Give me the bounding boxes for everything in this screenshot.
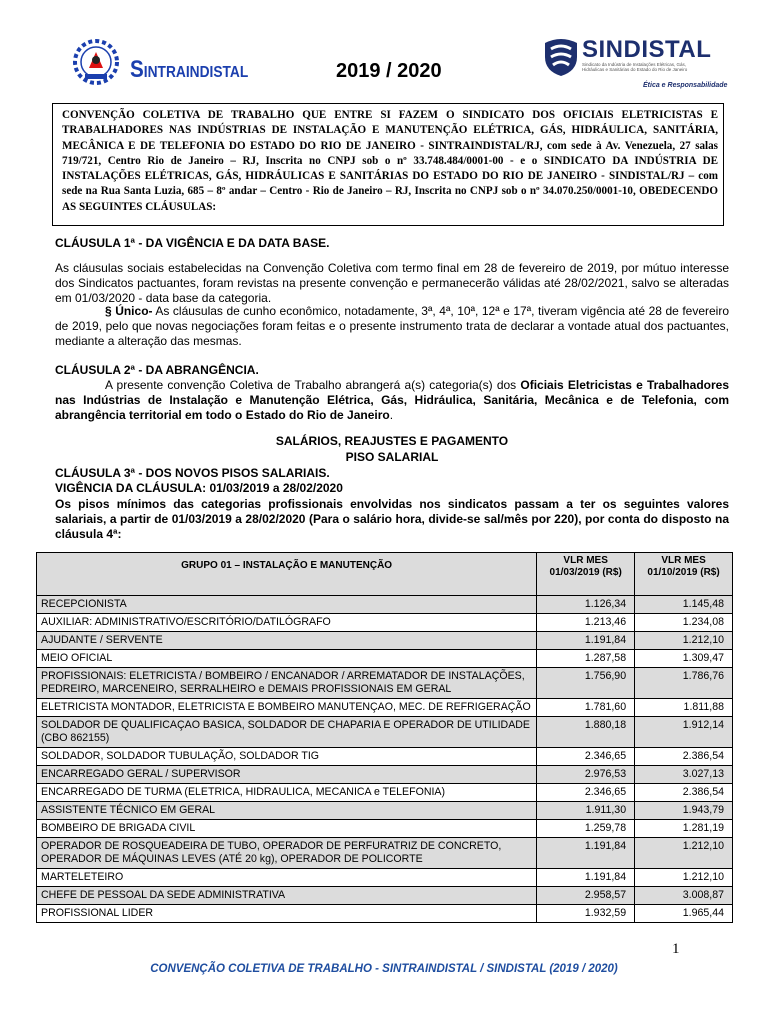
table-cell-vlr-outubro: 3.027,13 xyxy=(635,766,733,784)
table-cell-category: AUXILIAR: ADMINISTRATIVO/ESCRITÓRIO/DATILÓGRAFO xyxy=(37,614,537,632)
footer: CONVENÇÃO COLETIVA DE TRABALHO - SINTRAINDISTAL / SINDISTAL (2019 / 2020) xyxy=(150,963,618,975)
year-range: 2019 / 2020 xyxy=(336,60,442,82)
table-cell-category: BOMBEIRO DE BRIGADA CIVIL xyxy=(37,820,537,838)
table-cell-vlr-marco: 1.932,59 xyxy=(537,905,635,923)
table-cell-category: RECEPCIONISTA xyxy=(37,596,537,614)
table-cell-vlr-outubro: 1.309,47 xyxy=(635,650,733,668)
piso-salarial-table xyxy=(36,552,733,923)
table-row xyxy=(37,748,733,766)
sintraindistal-logo xyxy=(65,38,127,86)
table-row xyxy=(37,596,733,614)
table-cell-category: ELETRICISTA MONTADOR, ELETRICISTA E BOMBEIRO MANUTENÇAO, MEC. DE REFRIGERAÇÃO xyxy=(37,699,537,717)
table-cell-category: ENCARREGADO GERAL / SUPERVISOR xyxy=(37,766,537,784)
sintraindistal-brand: SINTRAINDISTAL xyxy=(130,56,249,83)
table-cell-vlr-marco: 2.958,57 xyxy=(537,887,635,905)
intro-box: CONVENÇÃO COLETIVA DE TRABALHO QUE ENTRE SI FAZEM O SINDICATO DOS OFICIAIS ELETRICISTAS E TRABALHADORES NAS INDÚSTRIAS DE INSTALAÇÃO E MANUTENÇÃO ELÉTRICA, GÁS, HIDRÁULICA, SANITÁRIA, MECÂNICA E DE TELEFONIA DO ESTADO DO RIO DE JANEIRO - SINTRAINDISTAL/RJ, com sede à Av. Venezuela, 27 salas 719/721, Centro Rio de Janeiro – RJ, Inscrita no CNPJ sob o nº 33.748.484/0001-00 - e o SINDICATO DA INDÚSTRIA DE INSTALAÇÕES ELÉTRICAS, GÁS, HIDRÁULICAS E SANITÁRIAS DO ESTADO DO RIO DE JANEIRO - SINDISTAL/RJ – com sede na Rua Santa Luzia, 685 – 8º andar – Centro - Rio de Janeiro – RJ, Inscrita no CNPJ sob o nº 34.070.250/0001-10, OBEDECENDO AS SEGUINTES CLÁUSULAS: xyxy=(52,103,724,226)
table-cell-category: PROFISSIONAL LIDER xyxy=(37,905,537,923)
table-cell-category: AJUDANTE / SERVENTE xyxy=(37,632,537,650)
table-row xyxy=(37,650,733,668)
clausula-1-text: As cláusulas sociais estabelecidas na Convenção Coletiva com termo final em 28 de fevereiro de 2019, por mútuo interesse dos Sindicatos pactuantes, foram revistas na presente convenção e permanecerão válidas até 28/02/2021, salvo se alteradas em 01/03/2020 - data base da categoria. xyxy=(55,261,729,305)
clausula-3-title: CLÁUSULA 3ª - DOS NOVOS PISOS SALARIAIS. xyxy=(55,466,330,480)
piso-salarial-heading: PISO SALARIAL xyxy=(345,450,439,464)
table-cell-vlr-outubro: 1.912,14 xyxy=(635,717,733,748)
table-cell-vlr-outubro: 3.008,87 xyxy=(635,887,733,905)
table-row xyxy=(37,887,733,905)
table-row xyxy=(37,869,733,887)
table-cell-category: CHEFE DE PESSOAL DA SEDE ADMINISTRATIVA xyxy=(37,887,537,905)
clausula-2-title: CLÁUSULA 2ª - DA ABRANGÊNCIA. xyxy=(55,363,259,377)
table-cell-vlr-outubro: 2.386,54 xyxy=(635,784,733,802)
clausula-1-paragraph-unico xyxy=(55,304,729,349)
table-header-col1: VLR MES 01/03/2019 (R$) xyxy=(537,553,635,596)
table-row xyxy=(37,802,733,820)
table-cell-category: ENCARREGADO DE TURMA (ELETRICA, HIDRAULICA, MECANICA e TELEFONIA) xyxy=(37,784,537,802)
table-header-group: GRUPO 01 – INSTALAÇÃO E MANUTENÇÃO xyxy=(37,553,537,596)
table-row xyxy=(37,784,733,802)
table-cell-vlr-outubro: 1.212,10 xyxy=(635,838,733,869)
table-cell-category: OPERADOR DE ROSQUEADEIRA DE TUBO, OPERADOR DE PERFURATRIZ DE CONCRETO, OPERADOR DE MÁQUINAS LEVES (ATÉ 20 kg), OPERADOR DE POLICORTE xyxy=(37,838,537,869)
table-row xyxy=(37,838,733,869)
salarios-heading: SALÁRIOS, REAJUSTES E PAGAMENTO xyxy=(275,434,509,448)
sindistal-shield-icon xyxy=(543,37,579,77)
clausula-2-text: A presente convenção Coletiva de Trabalho abrangerá a(s) categoria(s) dos Oficiais Eletricistas e Trabalhadores nas Indústrias de Instalação e Manutenção Elétrica, Gás, Hidráulica, Sanitária, Mecânica e de Telefonia, com abrangência territorial em todo o Estado do Rio de Janeiro. xyxy=(55,378,729,422)
sindistal-brand: SINDISTAL xyxy=(582,36,712,63)
table-cell-vlr-outubro: 2.386,54 xyxy=(635,748,733,766)
table-row xyxy=(37,699,733,717)
table-row xyxy=(37,905,733,923)
table-cell-vlr-outubro: 1.943,79 xyxy=(635,802,733,820)
table-cell-vlr-outubro: 1.281,19 xyxy=(635,820,733,838)
table-cell-vlr-marco: 2.976,53 xyxy=(537,766,635,784)
table-cell-vlr-marco: 2.346,65 xyxy=(537,748,635,766)
table-cell-vlr-marco: 2.346,65 xyxy=(537,784,635,802)
table-cell-category: ASSISTENTE TÉCNICO EM GERAL xyxy=(37,802,537,820)
clausula-3-text: Os pisos mínimos das categorias profissionais envolvidas nos sindicatos passam a ter os seguintes valores salariais, a partir de 01/03/2019 a 28/02/2020 (Para o salário hora, divide-se sal/mês por 220), por conta do disposto na cláusula 4ª: xyxy=(55,497,729,541)
table-cell-vlr-marco: 1.191,84 xyxy=(537,838,635,869)
table-cell-vlr-marco: 1.213,46 xyxy=(537,614,635,632)
table-cell-category: SOLDADOR DE QUALIFICAÇAO BASICA, SOLDADOR DE CHAPARIA E OPERADOR DE UTILIDADE (CBO 862155) xyxy=(37,717,537,748)
table-cell-category: SOLDADOR, SOLDADOR TUBULAÇÃO, SOLDADOR TIG xyxy=(37,748,537,766)
table-row xyxy=(37,614,733,632)
table-row xyxy=(37,766,733,784)
table-cell-vlr-marco: 1.191,84 xyxy=(537,869,635,887)
sindistal-subtitle: Sindicato da Indústria de Instalações Elétricas, Gás, Hidráulicas e Sanitárias do Estado do Rio de Janeiro xyxy=(582,62,688,72)
clausula-3-vigencia: VIGÊNCIA DA CLÁUSULA: 01/03/2019 a 28/02/2020 xyxy=(55,481,343,495)
table-cell-vlr-marco: 1.191,84 xyxy=(537,632,635,650)
paragrafo-unico-label: § Único- xyxy=(105,304,153,318)
table-cell-vlr-marco: 1.781,60 xyxy=(537,699,635,717)
table-cell-category: MEIO OFICIAL xyxy=(37,650,537,668)
table-row xyxy=(37,632,733,650)
table-cell-vlr-marco: 1.756,90 xyxy=(537,668,635,699)
paragrafo-unico-text: As cláusulas de cunho econômico, notadamente, 3ª, 4ª, 10ª, 12ª e 17ª, tiveram vigência até 28 de fevereiro de 2019, pelo que novas negociações foram feitas e o presente instrumento trata de declarar a vontade atual dos pactuantes, mediante a alteração das mesmas. xyxy=(55,304,730,348)
table-cell-vlr-marco: 1.287,58 xyxy=(537,650,635,668)
table-cell-vlr-outubro: 1.212,10 xyxy=(635,869,733,887)
table-cell-category: MARTELETEIRO xyxy=(37,869,537,887)
table-cell-vlr-marco: 1.259,78 xyxy=(537,820,635,838)
table-row xyxy=(37,668,733,699)
table-cell-vlr-outubro: 1.234,08 xyxy=(635,614,733,632)
table-cell-category: PROFISSIONAIS: ELETRICISTA / BOMBEIRO / ENCANADOR / ARREMATADOR DE INSTALAÇÕES, PEDREIRO, MARCENEIRO, SERRALHEIRO e DEMAIS PROFISSIONAIS EM GERAL xyxy=(37,668,537,699)
table-cell-vlr-outubro: 1.786,76 xyxy=(635,668,733,699)
table-cell-vlr-outubro: 1.212,10 xyxy=(635,632,733,650)
table-cell-vlr-outubro: 1.965,44 xyxy=(635,905,733,923)
table-row xyxy=(37,717,733,748)
table-cell-vlr-outubro: 1.145,48 xyxy=(635,596,733,614)
table-cell-vlr-marco: 1.911,30 xyxy=(537,802,635,820)
table-header-col2: VLR MES 01/10/2019 (R$) xyxy=(635,553,733,596)
table-cell-vlr-outubro: 1.811,88 xyxy=(635,699,733,717)
page-number: 1 xyxy=(672,941,680,957)
table-header-row xyxy=(37,553,733,596)
clausula-2-categories: Oficiais Eletricistas e Trabalhadores nas Indústrias de Instalação e Manutenção Elétrica, Gás, Hidráulica, Sanitária, Mecânica e de Telefonia, com abrangência territorial em todo o Estado do Rio de Janeiro xyxy=(55,378,729,422)
clausula-1-title: CLÁUSULA 1ª - DA VIGÊNCIA E DA DATA BASE. xyxy=(55,236,330,250)
table-cell-vlr-marco: 1.126,34 xyxy=(537,596,635,614)
table-row xyxy=(37,820,733,838)
table-cell-vlr-marco: 1.880,18 xyxy=(537,717,635,748)
sindistal-tagline: Ética e Responsabilidade xyxy=(643,82,728,89)
